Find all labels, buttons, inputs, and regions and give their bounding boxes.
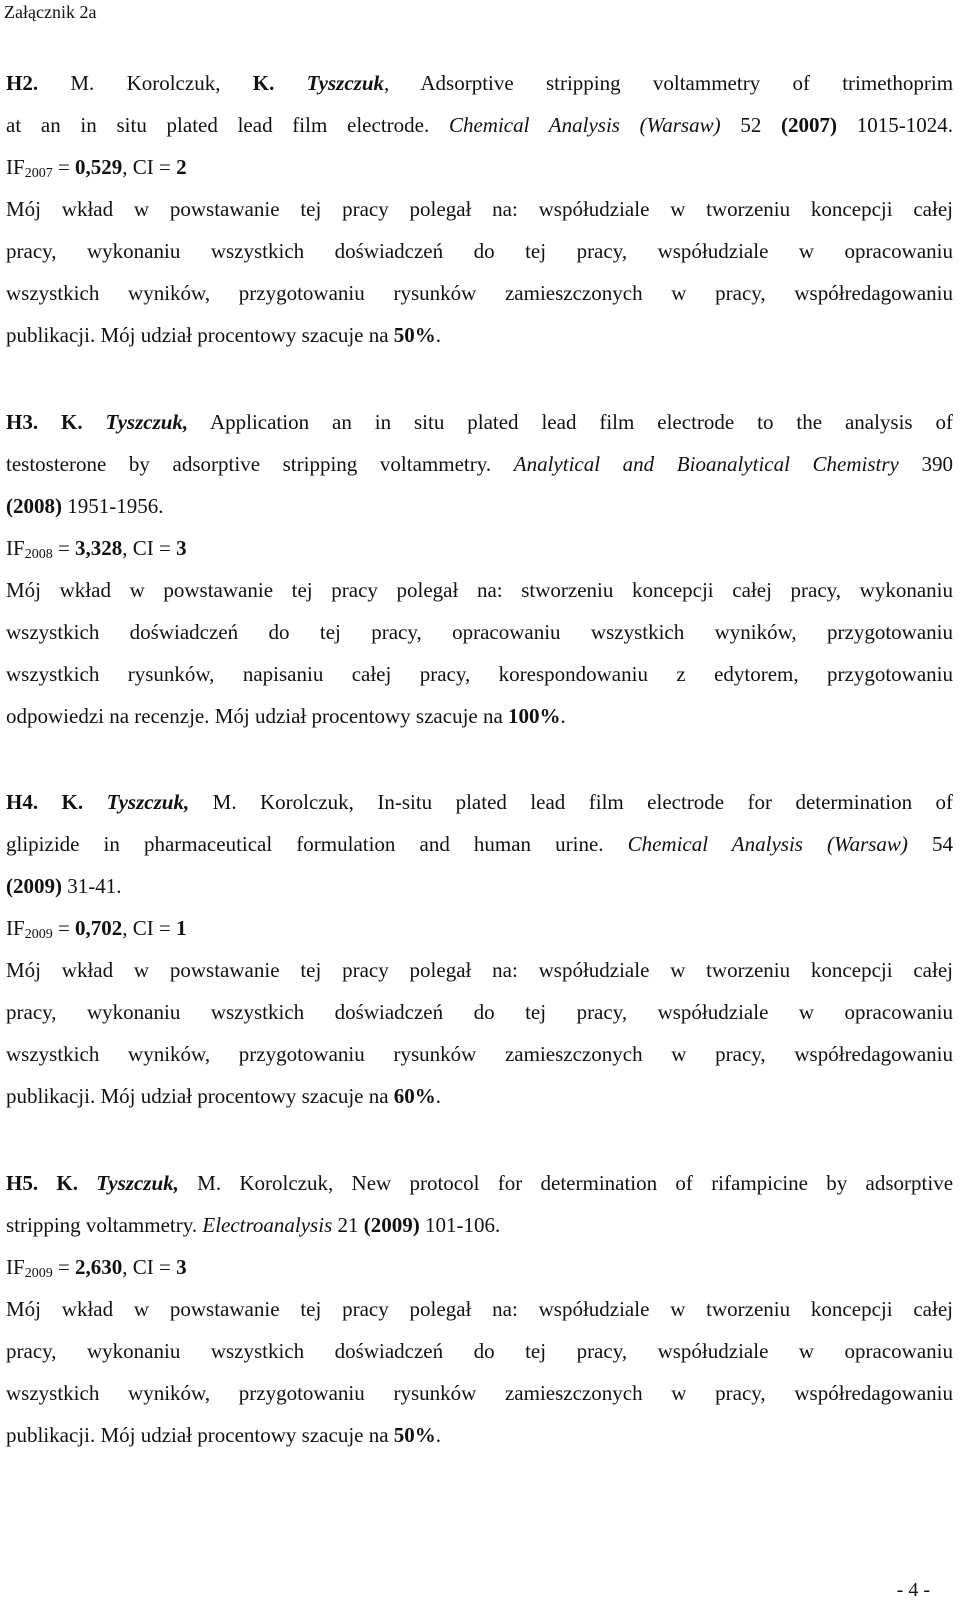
citation-line [6, 781, 953, 823]
pages: 31-41. [67, 874, 122, 898]
article-title: Korolczuk, In-situ plated lead film electrode for determination of [260, 790, 953, 814]
impact-factor-value: 0,702 [75, 916, 123, 940]
journal-name: Analytical and Bioanalytical Chemistry [513, 452, 899, 476]
impact-factor-line: $IF_{2008} = 3,328$, CI = 3 [6, 536, 187, 562]
entry-id: H2. [6, 71, 39, 95]
author-initial: K. [61, 790, 84, 814]
publication-entry [6, 1162, 953, 1456]
contribution-line: wszystkich wyników, przygotowaniu rysunków zamieszczonych w pracy, współredagowaniu [6, 1381, 953, 1405]
journal-name: Chemical Analysis (Warsaw) [448, 113, 721, 137]
percent-share: 50% [393, 323, 436, 347]
impact-factor-value: 3,328 [75, 536, 123, 560]
ci-value: 3 [176, 536, 187, 560]
contribution-line: wszystkich wyników, przygotowaniu rysunków zamieszczonych w pracy, współredagowaniu [6, 1042, 953, 1066]
attachment-label: Załącznik 2a [4, 2, 97, 22]
contribution-line: pracy, wykonaniu wszystkich doświadczeń do tej pracy, współudziale w opracowaniu [6, 239, 953, 263]
article-title: , Adsorptive stripping voltammetry of trimethoprim [384, 71, 953, 95]
percent-share: 50% [393, 1423, 436, 1447]
year: (2008) [6, 494, 62, 518]
contribution-line: wszystkich doświadczeń do tej pracy, opracowaniu wszystkich wyników, przygotowaniu [6, 620, 953, 644]
citation-line [6, 1204, 953, 1246]
publication-entry [6, 401, 953, 737]
article-title: glipizide in pharmaceutical formulation and human urine. [6, 832, 604, 856]
volume: 52 [740, 113, 762, 137]
impact-factor-line: $IF_{2007} = 0,529$, CI = 2 [6, 155, 187, 181]
volume: 21 [337, 1213, 359, 1237]
impact-factor-value: 0,529 [75, 155, 123, 179]
citation-line [6, 865, 953, 907]
article-title: stripping voltammetry. [6, 1213, 198, 1237]
citation-line [6, 823, 953, 865]
contribution-line: Mój wkład w powstawanie tej pracy polegał na: współudziale w tworzeniu koncepcji całej [6, 958, 953, 982]
author-surname: Tyszczuk [306, 71, 384, 95]
citation-line [6, 401, 953, 443]
contribution-line: Mój wkład w powstawanie tej pracy polegał na: współudziale w tworzeniu koncepcji całej [6, 1297, 953, 1321]
author: M. Korolczuk, [70, 71, 221, 95]
publication-entry [6, 781, 953, 1117]
journal-name: Chemical Analysis (Warsaw) [627, 832, 908, 856]
volume: 54 [932, 832, 953, 856]
impact-factor-line: $IF_{2009} = 0,702$, CI = 1 [6, 916, 187, 942]
volume: 390 [921, 452, 953, 476]
contribution-line: pracy, wykonaniu wszystkich doświadczeń do tej pracy, współudziale w opracowaniu [6, 1339, 953, 1363]
article-title: Application an in situ plated lead film electrode to the analysis of [209, 410, 953, 434]
article-title: testosterone by adsorptive stripping voltammetry. [6, 452, 492, 476]
year: (2009) [363, 1213, 420, 1237]
contribution-share-line: publikacji. Mój udział procentowy szacuje na 50%. [6, 1423, 442, 1447]
contribution-line: wszystkich rysunków, napisaniu całej pracy, korespondowaniu z edytorem, przygotowaniu [6, 662, 953, 686]
pages: 1951-1956. [67, 494, 164, 518]
contribution-line: Mój wkład w powstawanie tej pracy polegał na: stworzeniu koncepcji całej pracy, wykonaniu [6, 578, 953, 602]
contribution-share-line: publikacji. Mój udział procentowy szacuje na 50%. [6, 323, 442, 347]
impact-factor-value: 2,630 [75, 1255, 123, 1279]
percent-share: 60% [393, 1084, 436, 1108]
impact-factor-line: $IF_{2009} = 2,630$, CI = 3 [6, 1255, 187, 1281]
contribution-line: Mój wkład w powstawanie tej pracy polegał na: współudziale w tworzeniu koncepcji całej [6, 197, 953, 221]
author-initial: K. [56, 1171, 78, 1195]
citation-line [6, 443, 953, 485]
contribution-share-line: publikacji. Mój udział procentowy szacuje na 60%. [6, 1084, 442, 1108]
ci-value: 3 [176, 1255, 187, 1279]
citation-line [6, 104, 953, 146]
journal-name: Electroanalysis [202, 1213, 333, 1237]
ci-value: 1 [176, 916, 187, 940]
contribution-share-line: odpowiedzi na recenzje. Mój udział procentowy szacuje na 100%. [6, 704, 566, 728]
year: (2007) [781, 113, 838, 137]
author-surname: Tyszczuk, [96, 1171, 179, 1195]
citation-line [6, 485, 953, 527]
author-surname: Tyszczuk, [106, 790, 190, 814]
year: (2009) [6, 874, 62, 898]
author: M. [212, 790, 237, 814]
pages: 101-106. [425, 1213, 501, 1237]
author-initial: K. [61, 410, 83, 434]
article-title: Korolczuk, New protocol for determination of rifampicine by adsorptive [239, 1171, 953, 1195]
publication-entry [6, 62, 953, 356]
citation-line [6, 62, 953, 104]
pages: 1015-1024. [856, 113, 953, 137]
author-surname: Tyszczuk, [105, 410, 189, 434]
percent-share: 100% [508, 704, 561, 728]
contribution-line: wszystkich wyników, przygotowaniu rysunków zamieszczonych w pracy, współredagowaniu [6, 281, 953, 305]
page-number: - 4 - [896, 1579, 930, 1601]
entry-id: H5. [6, 1171, 39, 1195]
citation-line [6, 1162, 953, 1204]
article-title: at an in situ plated lead film electrode. [6, 113, 430, 137]
author: M. [197, 1171, 222, 1195]
entry-id: H4. [6, 790, 39, 814]
ci-value: 2 [176, 155, 187, 179]
contribution-line: pracy, wykonaniu wszystkich doświadczeń do tej pracy, współudziale w opracowaniu [6, 1000, 953, 1024]
entry-id: H3. [6, 410, 39, 434]
author-initial: K. [252, 71, 275, 95]
